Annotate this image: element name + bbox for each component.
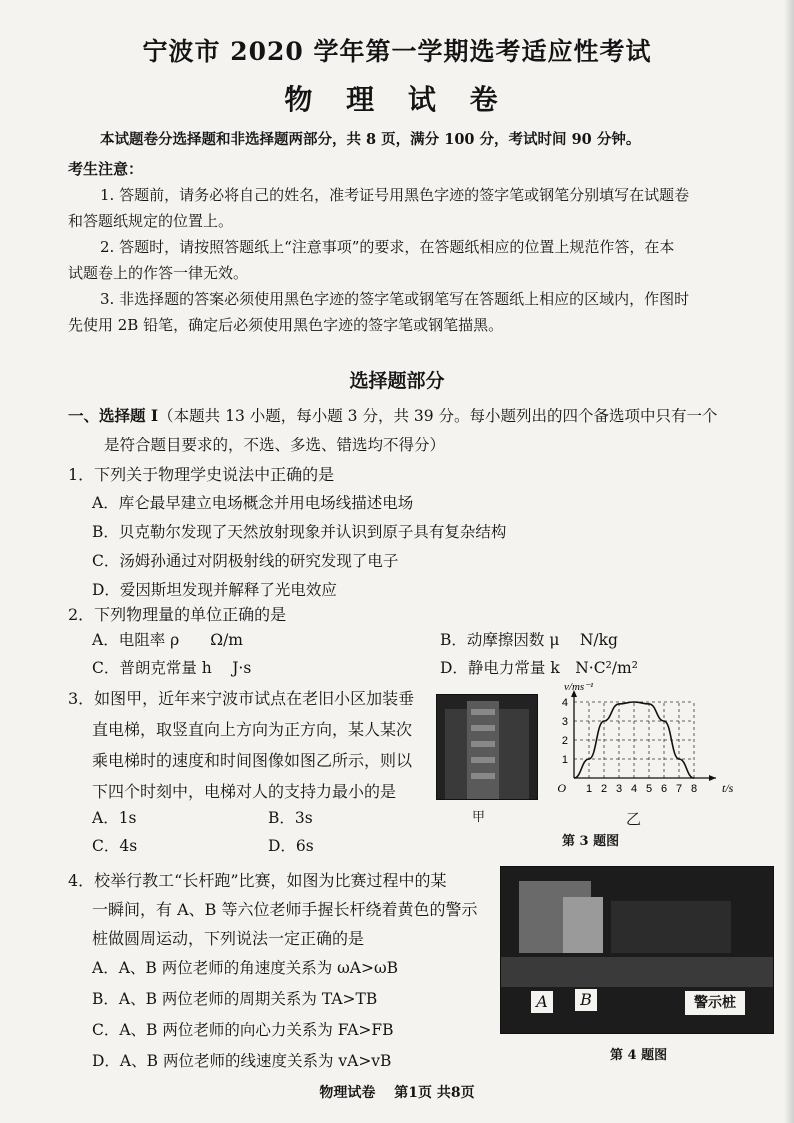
- notice-item-3b: 先使用 2B 铅笔，确定后必须使用黑色字迹的签字笔或钢笔描黑。: [68, 316, 504, 334]
- x-axis-label: t/s: [722, 781, 734, 795]
- page-edge-shadow: [784, 0, 794, 1123]
- notice-item-2b: 试题卷上的作答一律无效。: [68, 264, 249, 282]
- q1-option-d: D．爱因斯坦发现并解释了光电效应: [92, 581, 337, 599]
- q3-stem-2: 直电梯，取竖直向上方向为正方向，某人某次: [92, 720, 413, 739]
- q3-stem-4: 下四个时刻中，电梯对人的支持力最小的是: [92, 782, 397, 801]
- x-axis-arrow: [709, 775, 716, 781]
- q4-option-c: C．A、B 两位老师的向心力关系为 FA>FB: [92, 1021, 394, 1039]
- x-tick-label: 6: [660, 783, 668, 795]
- part-desc-2: 是符合题目要求的，不选、多选、错选均不得分）: [104, 436, 446, 454]
- y-tick-label: 2: [561, 735, 568, 747]
- q3-option-b: B．3s: [268, 809, 313, 827]
- q4-stem-1: 4．校举行教工“长杆跑”比赛，如图为比赛过程中的某: [68, 871, 447, 890]
- q4-option-b: B．A、B 两位老师的周期关系为 TA>TB: [92, 990, 378, 1008]
- x-tick-label: 3: [615, 783, 623, 795]
- q4-option-a: A．A、B 两位老师的角速度关系为 ωA>ωB: [92, 959, 398, 977]
- exam-intro: 本试题卷分选择题和非选择题两部分，共 8 页，满分 100 分，考试时间 90 分钟。: [100, 131, 641, 148]
- subject-title: 物 理 试 卷: [284, 83, 510, 116]
- q3-photo-jia: [436, 694, 538, 800]
- q4-caption: 第 4 题图: [610, 1048, 668, 1063]
- q2-option-c: C．普朗克常量 h J·s: [92, 659, 252, 677]
- q1-option-c: C．汤姆孙通过对阴极射线的研究发现了电子: [92, 552, 399, 570]
- q1-stem: 1．下列关于物理学史说法中正确的是: [68, 465, 335, 484]
- y-tick-label: 1: [561, 754, 568, 766]
- q3-option-c: C．4s: [92, 837, 138, 855]
- q3-stem-1: 3．如图甲，近年来宁波市试点在老旧小区加装垂: [68, 689, 415, 708]
- q3-graph-label: 乙: [626, 810, 642, 828]
- y-tick-label: 4: [561, 697, 568, 709]
- page-footer: 物理试卷 第1页 共8页: [319, 1085, 475, 1101]
- x-tick-label: 4: [630, 783, 638, 795]
- notice-item-1b: 和答题纸规定的位置上。: [68, 212, 234, 230]
- q2-stem: 2．下列物理量的单位正确的是: [68, 605, 287, 624]
- q3-vt-graph: [548, 680, 778, 802]
- x-tick-label: 1: [585, 783, 593, 795]
- q3-option-d: D．6s: [268, 837, 314, 855]
- q3-caption: 第 3 题图: [562, 834, 620, 849]
- notice-item-1a: 1. 答题前，请务必将自己的姓名，准考证号用黑色字迹的签字笔或钢笔分别填写在试题卷: [100, 186, 690, 204]
- notice-item-2a: 2. 答题时，请按照答题纸上“注意事项”的要求，在答题纸相应的位置上规范作答，在本: [100, 238, 675, 256]
- x-tick-label: 7: [675, 783, 683, 795]
- q1-option-b: B．贝克勒尔发现了天然放射现象并认识到原子具有复杂结构: [92, 523, 507, 541]
- part-desc: （本题共 13 小题，每小题 3 分，共 39 分。每小题列出的四个备选项中只有一个: [158, 407, 718, 425]
- q4-stem-3: 桩做圆周运动，下列说法一定正确的是: [92, 929, 365, 948]
- q4-label-a: A: [531, 991, 553, 1013]
- q3-option-a: A．1s: [92, 809, 137, 827]
- x-tick-label: 2: [600, 783, 608, 795]
- x-tick-label: 8: [690, 783, 698, 795]
- q4-label-b: B: [575, 989, 597, 1011]
- y-axis-label: v/ms⁻¹: [564, 681, 594, 693]
- q4-photo: [500, 866, 774, 1034]
- x-tick-label: 5: [645, 783, 653, 795]
- q2-option-a: A．电阻率 ρ Ω/m: [92, 631, 244, 649]
- notice-item-3a: 3. 非选择题的答案必须使用黑色字迹的签字笔或钢笔写在答题纸上相应的区域内，作图时: [100, 290, 690, 308]
- q4-option-d: D．A、B 两位老师的线速度关系为 vA>vB: [92, 1052, 392, 1070]
- origin-label: O: [557, 781, 566, 795]
- y-tick-label: 3: [561, 716, 568, 728]
- part-heading: [68, 404, 718, 426]
- q3-stem-3: 乘电梯时的速度和时间图像如图乙所示，则以: [92, 751, 413, 770]
- q2-option-b: B．动摩擦因数 μ N/kg: [440, 631, 618, 649]
- q3-photo-label: 甲: [472, 810, 486, 825]
- exam-title: 宁波市 2020 学年第一学期选考适应性考试: [142, 37, 652, 66]
- section-title: 选择题部分: [349, 370, 445, 392]
- q2-option-d: D．静电力常量 k N·C²/m²: [440, 659, 638, 677]
- notice-heading: 考生注意：: [68, 160, 144, 178]
- q1-option-a: A．库仑最早建立电场概念并用电场线描述电场: [92, 494, 414, 512]
- q4-stem-2: 一瞬间，有 A、B 等六位老师手握长杆绕着黄色的警示: [92, 900, 478, 919]
- part-label: 一、选择题 I: [68, 406, 159, 425]
- q4-label-post: 警示桩: [685, 991, 745, 1015]
